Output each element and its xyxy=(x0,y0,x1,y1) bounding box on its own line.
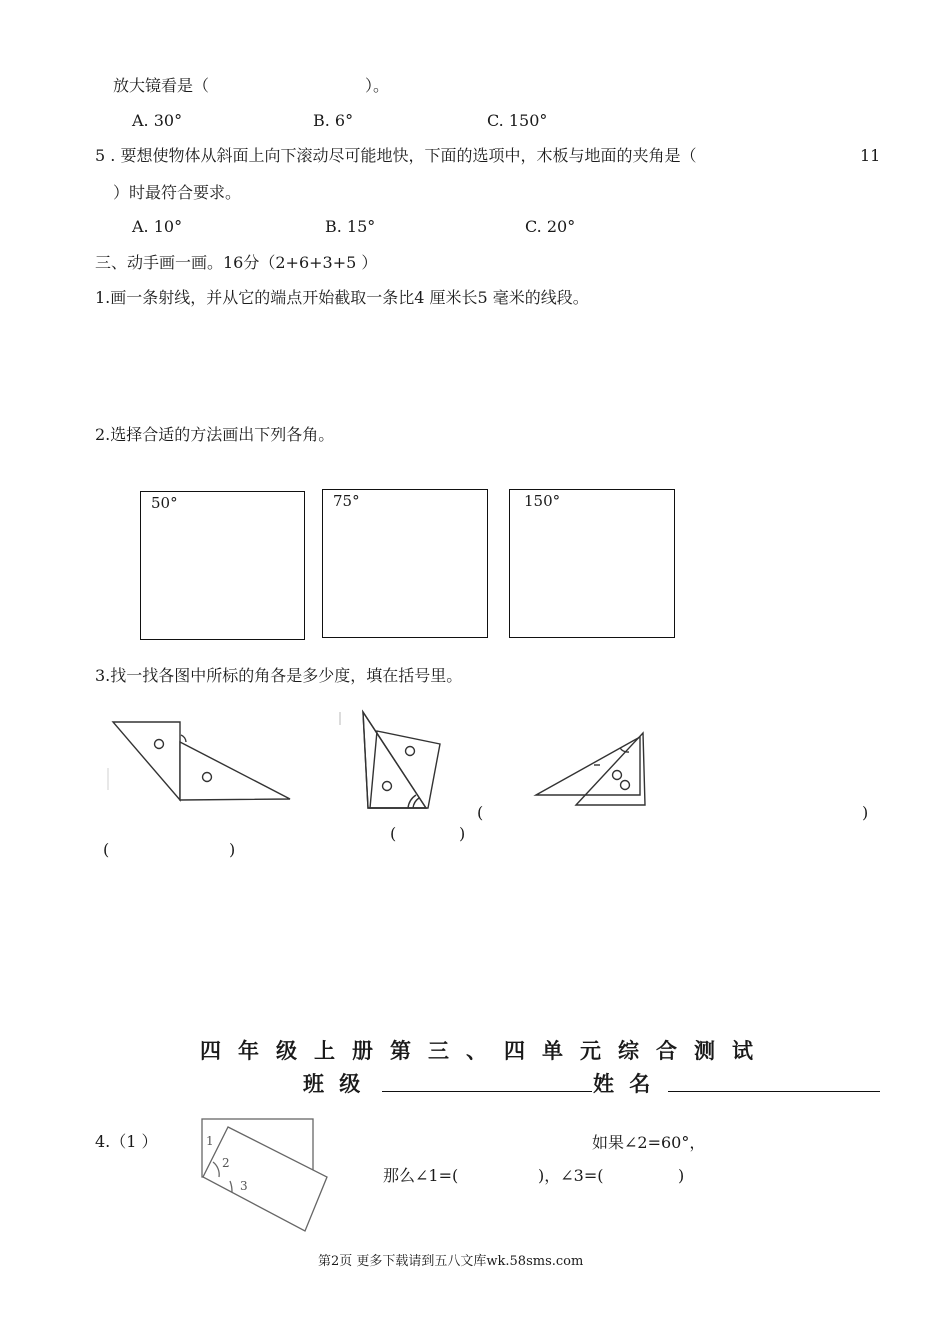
q4-option-b: B. 6° xyxy=(313,111,354,130)
answer-paren-open-3: ( xyxy=(477,803,484,822)
angle-box-label: 50° xyxy=(151,494,178,512)
class-label: 班 级 xyxy=(303,1072,365,1096)
name-label: 姓 名 xyxy=(593,1072,655,1096)
section3-q1: 1.画一条射线，并从它的端点开始截取一条比4 厘米长5 毫米的线段。 xyxy=(95,288,589,307)
answer-paren-open-1: ( xyxy=(103,840,110,859)
q4-option-c: C. 150° xyxy=(487,111,548,130)
q4-if: 如果∠2=60°， xyxy=(592,1133,706,1152)
fig-label-1: 1 xyxy=(206,1134,214,1148)
answer-paren-close-2: ) xyxy=(459,824,466,843)
q5-line2: ）时最符合要求。 xyxy=(113,183,242,202)
q5-option-a: A. 10° xyxy=(132,217,183,236)
q5-line1: 5 . 要想使物体从斜面上向下滚动尽可能地快，下面的选项中，木板与地面的夹角是（ xyxy=(95,146,697,165)
q5-option-c: C. 20° xyxy=(525,217,576,236)
section3-q3: 3.找一找各图中所标的角各是多少度，填在括号里。 xyxy=(95,666,463,685)
q4-then: 那么∠1=( xyxy=(383,1166,459,1185)
q4-option-a: A. 30° xyxy=(132,111,183,130)
angle-box-label: 75° xyxy=(333,492,360,510)
section3-heading: 三、动手画一画。16分（2+6+3+5 ） xyxy=(95,253,378,272)
page-title: 四年级上册第三、四单元综合测试 xyxy=(200,1039,770,1063)
answer-paren-close-1: ) xyxy=(229,840,236,859)
q4-tail-close: ）。 xyxy=(365,76,390,95)
q4-mid: )，∠3=( xyxy=(538,1166,604,1185)
page-footer: 第2页 更多下载请到五八文库wk.58sms.com xyxy=(318,1254,584,1269)
fig-label-2: 2 xyxy=(222,1156,230,1170)
q5-option-b: B. 15° xyxy=(325,217,376,236)
q4-part1-label: 4.（1 ） xyxy=(95,1132,158,1151)
answer-paren-open-2: ( xyxy=(390,824,397,843)
q4-tail-text: 放大镜看是（ xyxy=(113,76,210,95)
q4-end: ) xyxy=(678,1166,685,1185)
answer-paren-close-3: ) xyxy=(862,803,869,822)
q5-number: 11 xyxy=(860,146,881,165)
fig-label-3: 3 xyxy=(240,1179,248,1193)
angle-box-label: 150° xyxy=(524,492,561,510)
section3-q2: 2.选择合适的方法画出下列各角。 xyxy=(95,425,335,444)
